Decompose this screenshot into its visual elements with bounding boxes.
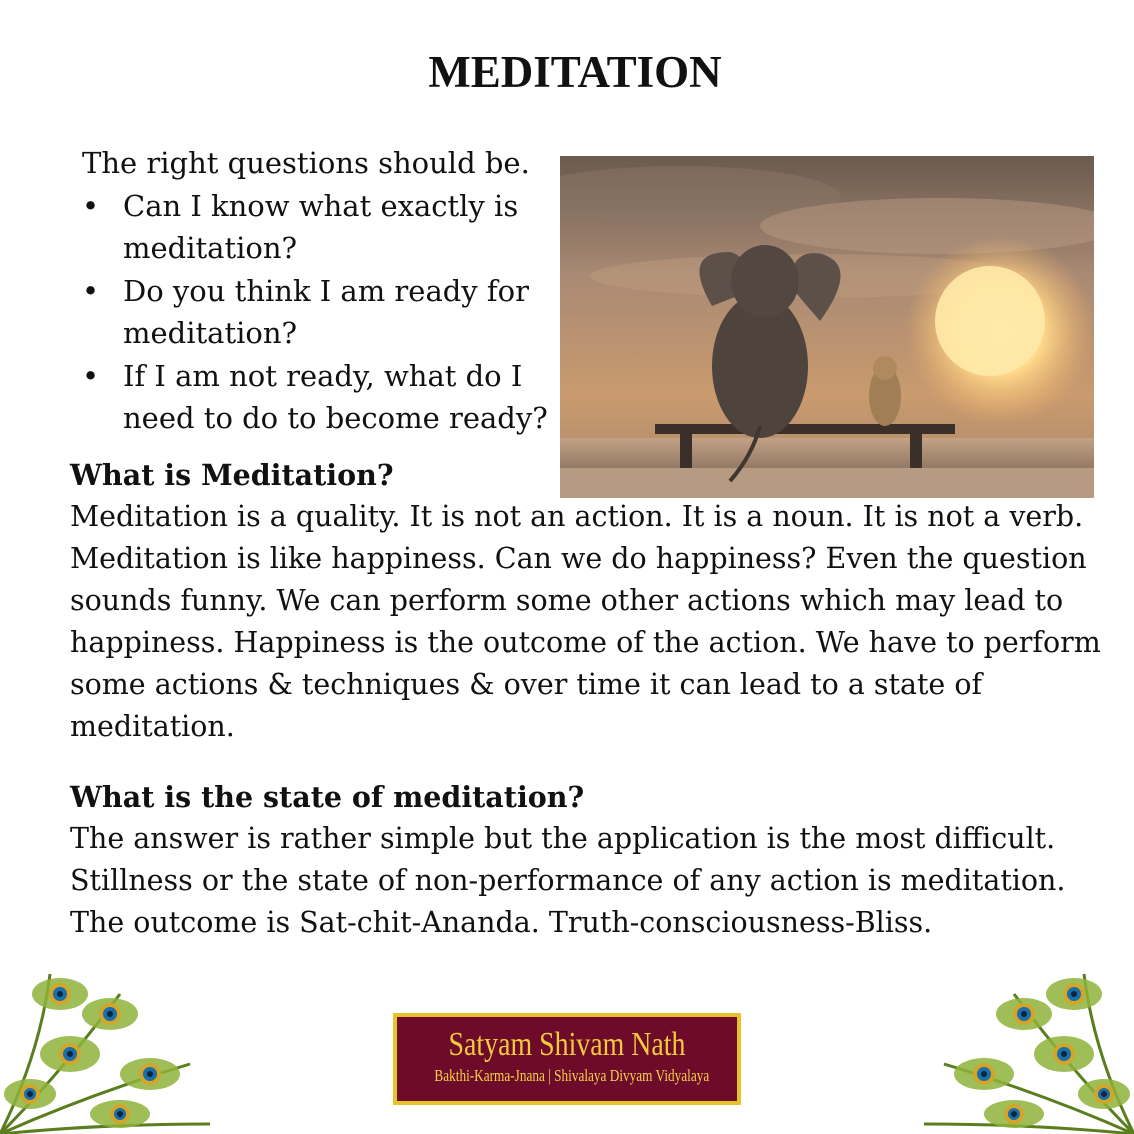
question-text: Can I know what exactly is meditation? [123, 188, 519, 265]
bullet-icon: • [82, 273, 100, 308]
peacock-feather-icon [919, 954, 1134, 1134]
intro-lead: The right questions should be. [82, 146, 530, 180]
list-item [82, 270, 552, 355]
peacock-feather-icon [0, 954, 215, 1134]
brand-badge [393, 1013, 741, 1105]
bullet-icon: • [82, 358, 100, 393]
section-heading: What is Meditation? [70, 458, 394, 492]
list-item [82, 355, 552, 440]
page-title: MEDITATION [428, 47, 722, 97]
intro-block [82, 142, 552, 440]
list-item [82, 185, 552, 270]
brand-name: Satyam Shivam Nath [448, 1026, 686, 1063]
elephant-dog-sunset-photo [560, 156, 1094, 498]
question-text: Do you think I am ready for meditation? [123, 273, 529, 350]
section-state-of-meditation [70, 776, 1110, 944]
section-what-is-meditation [70, 454, 1110, 748]
brand-tagline: Bakthi-Karma-Jnana | Shivalaya Divyam Vidyalaya [434, 1066, 710, 1085]
bullet-icon: • [82, 188, 100, 223]
question-text: If I am not ready, what do I need to do to become ready? [123, 358, 548, 435]
section-heading: What is the state of meditation? [70, 780, 585, 814]
question-list [82, 185, 552, 440]
section-body: Meditation is a quality. It is not an action. It is a noun. It is not a verb. Meditation is like happiness. Can we do happiness? Even the question sounds funny. We can perform some other actions which may lead to happiness. Happiness is the outcome of the action. We have to perform some actions & techniques & over time it can lead to a state of meditation. [70, 500, 1101, 743]
section-body: The answer is rather simple but the application is the most difficult. Stillness or the state of non-performance of any action is meditation. The outcome is Sat-chit-Ananda. Truth-consciousness-Bliss. [70, 822, 1066, 939]
